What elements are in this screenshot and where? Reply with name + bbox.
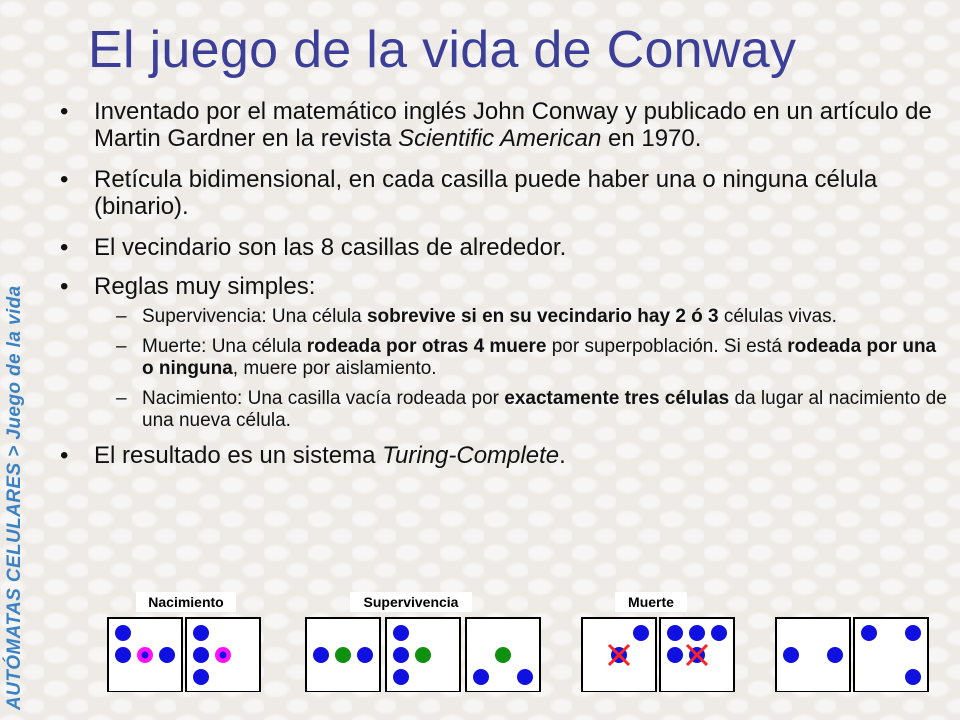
live-cell xyxy=(517,669,533,685)
diagram-labels xyxy=(136,592,687,612)
rule-survival xyxy=(116,306,950,328)
bullet-item xyxy=(60,273,950,300)
live-cell xyxy=(193,669,209,685)
live-cell xyxy=(667,647,683,663)
example-grid-birth xyxy=(186,618,260,692)
bullet-text: Reglas muy simples: xyxy=(94,273,316,300)
example-grid-survival xyxy=(466,618,540,692)
surviving-cell xyxy=(415,647,431,663)
live-cell xyxy=(827,647,843,663)
rule-emphasis: sobrevive si en su vecindario hay 2 ó 3 xyxy=(366,306,719,327)
rule-death xyxy=(116,336,950,380)
bullet-item xyxy=(60,166,950,220)
rule-emphasis: exactamente tres células xyxy=(504,388,730,409)
diagram-label-survival: Supervivencia xyxy=(363,594,459,610)
bullet-mark: • xyxy=(60,273,69,300)
bullet-mark: • xyxy=(60,98,69,125)
bullet-mark: • xyxy=(60,166,69,193)
live-cell xyxy=(711,625,727,641)
live-cell xyxy=(861,625,877,641)
example-grid-birth xyxy=(108,618,182,692)
live-cell xyxy=(159,647,175,663)
rule-text: Nacimiento: Una casilla vacía rodeada por xyxy=(142,388,505,409)
live-cell xyxy=(313,647,329,663)
side-caption: AUTÓMATAS CELULARES > Juego de la vida xyxy=(4,285,25,710)
live-cell xyxy=(667,625,683,641)
bullet-mark: • xyxy=(60,234,69,261)
born-cell-core xyxy=(142,652,149,659)
bullet-list xyxy=(60,98,950,469)
live-cell xyxy=(393,625,409,641)
example-grid-death xyxy=(776,618,850,692)
born-cell-core xyxy=(220,652,227,659)
dash-mark: – xyxy=(116,336,127,357)
rule-text: Muerte: Una célula xyxy=(142,336,307,357)
example-grid-death xyxy=(582,618,656,692)
live-cell xyxy=(393,647,409,663)
live-cell xyxy=(905,669,921,685)
live-cell xyxy=(193,625,209,641)
rule-text: células vivas. xyxy=(718,306,837,327)
slide-title: El juego de la vida de Conway xyxy=(88,21,797,79)
dash-mark: – xyxy=(116,306,127,327)
live-cell xyxy=(393,669,409,685)
bullet-text: . xyxy=(559,442,566,469)
bullet-text: Inventado por el matemático inglés John Conway y publicado en un artículo de Martin Gardner en la revista xyxy=(94,98,932,152)
bullet-text: El resultado es un sistema xyxy=(94,442,383,469)
rule-emphasis: rodeada por otras 4 muere xyxy=(306,336,547,357)
surviving-cell xyxy=(335,647,351,663)
rule-text: por superpoblación. Si está xyxy=(546,336,788,357)
live-cell xyxy=(473,669,489,685)
live-cell xyxy=(905,625,921,641)
diagram-label-death: Muerte xyxy=(628,594,674,610)
live-cell xyxy=(193,647,209,663)
bullet-mark: • xyxy=(60,442,69,469)
example-grid-survival xyxy=(386,618,460,692)
example-grid-death xyxy=(854,618,928,692)
journal-name: Scientific American xyxy=(398,125,602,152)
surviving-cell xyxy=(495,647,511,663)
example-grid-death xyxy=(660,618,734,692)
bullet-item xyxy=(60,442,950,469)
live-cell xyxy=(783,647,799,663)
rules-list xyxy=(116,306,950,432)
live-cell xyxy=(357,647,373,663)
dash-mark: – xyxy=(116,388,127,409)
bullet-text: Retícula bidimensional, en cada casilla puede haber una o ninguna célula (binario). xyxy=(94,166,878,220)
bullet-item xyxy=(60,234,950,261)
live-cell xyxy=(115,647,131,663)
rule-emphasis: rodeada por una o ninguna xyxy=(142,336,937,379)
diagram-grids xyxy=(108,618,928,692)
live-cell xyxy=(633,625,649,641)
diagram-label-birth: Nacimiento xyxy=(148,594,224,610)
bullet-item xyxy=(60,98,950,152)
example-grid-survival xyxy=(306,618,380,692)
bullet-text: El vecindario son las 8 casillas de alrededor. xyxy=(94,234,567,261)
rule-text: Supervivencia: Una célula xyxy=(142,306,367,327)
life-rules-diagram xyxy=(100,592,930,692)
turing-term: Turing-Complete xyxy=(382,442,560,469)
rule-text: da lugar al nacimiento de una nueva célula. xyxy=(142,388,947,431)
live-cell xyxy=(689,625,705,641)
rule-text: , muere por aislamiento. xyxy=(232,358,437,379)
bullet-text: en 1970. xyxy=(601,125,702,152)
live-cell xyxy=(115,625,131,641)
rule-birth xyxy=(116,388,950,432)
